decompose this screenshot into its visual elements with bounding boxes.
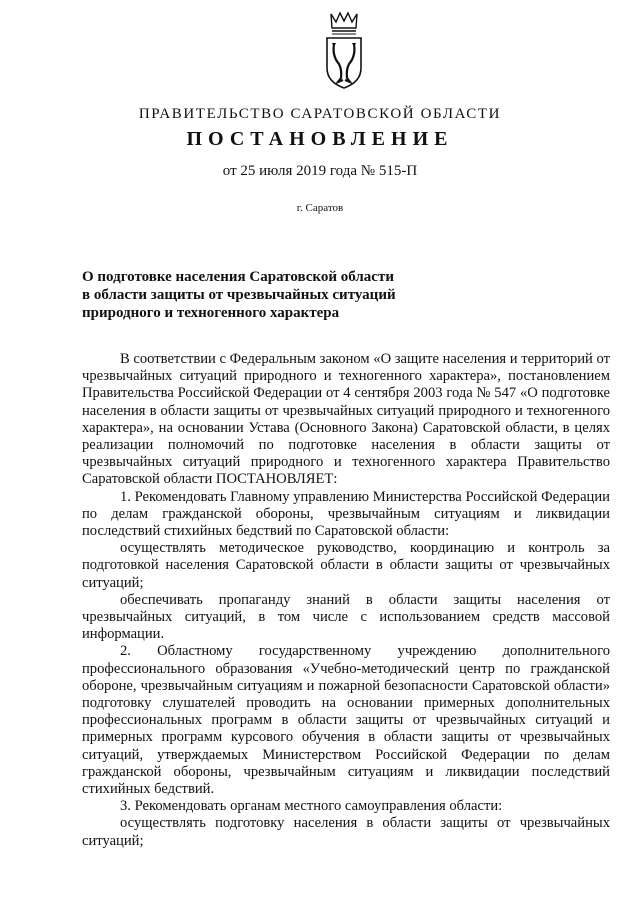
document-date-number: от 25 июля 2019 года № 515-П xyxy=(222,163,418,179)
government-title: ПРАВИТЕЛЬСТВО САРАТОВСКОЙ ОБЛАСТИ xyxy=(138,106,502,122)
document-heading xyxy=(82,268,442,322)
body-paragraph: обеспечивать пропаганду знаний в области защиты населения от чрезвычайных ситуаций, в том числе с использованием средств массовой информации. xyxy=(82,591,610,643)
heading-line: О подготовке населения Саратовской области xyxy=(82,269,394,285)
document-type: ПОСТАНОВЛЕНИЕ xyxy=(186,128,454,150)
body-paragraph: В соответствии с Федеральным законом «О защите населения и территорий от чрезвычайных ситуаций природного и техногенного характера», постановлением Правительства Российской Федерации от 4 сентября 2003 года № 547 «О подготовке населения в области защиты от чрезвычайных ситуаций природного и техногенного характера», на основании Устава (Основного Закона) Саратовской области, в целях реализации полномочий по подготовке населения в области защиты от чрезвычайных ситуаций природного и техногенного характера Правительство Саратовской области ПОСТАНОВЛЯЕТ: xyxy=(82,351,610,488)
saratov-coat-of-arms-icon xyxy=(321,10,367,90)
document-city: г. Саратов xyxy=(296,202,344,214)
body-paragraph: осуществлять подготовку населения в области защиты от чрезвычайных ситуаций; xyxy=(82,815,610,849)
heading-line: в области защиты от чрезвычайных ситуаций xyxy=(82,287,396,303)
body-paragraph: 1. Рекомендовать Главному управлению Министерства Российской Федерации по делам гражданской обороны, чрезвычайным ситуациям и ликвидации последствий стихийных бедствий по Саратовской области: xyxy=(82,488,610,540)
document-body xyxy=(82,351,610,850)
heading-line: природного и техногенного характера xyxy=(82,305,340,321)
body-paragraph: 3. Рекомендовать органам местного самоуправления области: xyxy=(120,798,503,815)
body-paragraph: осуществлять методическое руководство, координацию и контроль за подготовкой населения Саратовской области в области защиты от чрезвычайных ситуаций; xyxy=(82,540,610,591)
body-paragraph: 2. Областному государственному учреждению дополнительного профессионального образования «Учебно-методический центр по гражданской обороне, чрезвычайным ситуациям и пожарной безопасности Саратовской области» подготовку слушателей проводить на основании примерных дополнительных профессиональных программ в области защиты от чрезвычайных ситуаций и примерных программ курсового обучения в области защиты от чрезвычайных ситуаций, утверждаемых Министерством Российской Федерации по делам гражданской обороны, чрезвычайным ситуациям и ликвидации последствий стихийных бедствий. xyxy=(82,643,610,798)
